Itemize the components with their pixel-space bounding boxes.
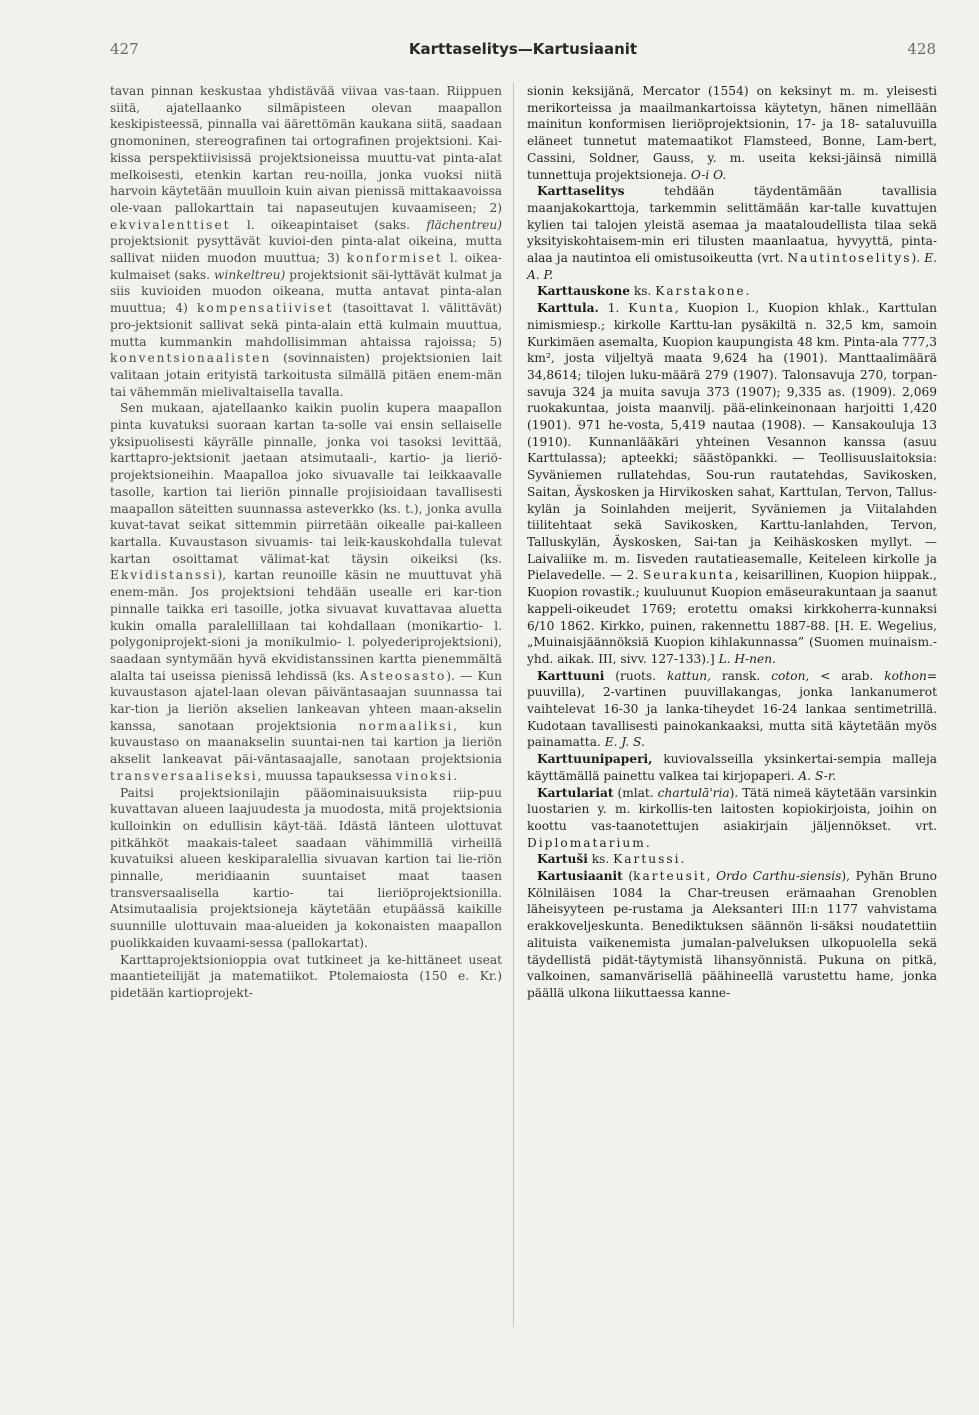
text-segment: < arab. — [820, 668, 874, 683]
text-segment: (ruots. — [615, 668, 657, 683]
spaced-term: karteusit — [633, 869, 707, 884]
spaced-term: Nautintoselitys — [787, 251, 912, 266]
paragraph-projection-history: Karttaprojektsionioppia ovat tutkineet ja ke-hittäneet useat maantieteilijät ja matematiikot. Ptolemaiosta (150 e. Kr.) pidetään kartioprojekt- — [110, 952, 502, 1000]
entry-headword: Kartuši — [537, 852, 588, 867]
text-segment: ks. — [633, 284, 652, 299]
entry-headword: Karttaselitys — [537, 184, 625, 199]
text-segment: projektsionit säi-lyttävät kulmat ja siis kuvioiden muodon oikeana, mutta antavat pinta-alan muuttua; 4) — [110, 267, 503, 316]
author-signature: E. A. P. — [527, 251, 938, 282]
italic-term: winkeltreu) — [214, 267, 286, 282]
spaced-term: Kartussi — [613, 852, 681, 867]
entry-karttuuni — [527, 668, 937, 752]
spaced-term: normaaliksi — [358, 718, 454, 733]
spaced-term: Ekvidistanssi — [110, 568, 218, 583]
spaced-term: konventsionaalisten — [110, 351, 272, 366]
italic-term: kattun, — [666, 668, 711, 683]
header-title: Karttaselitys—Kartusiaanit — [408, 40, 638, 58]
text-segment: 1. — [607, 301, 620, 316]
entry-headword: Kartulariat — [537, 785, 614, 800]
spaced-term: Karstakone — [655, 284, 746, 299]
text-segment: , Kuopion l., Kuopion khlak., Karttulan nimismiesp.; kirkolle Karttu-lan pysäkiltä n. 32,5 km, samoin Kurkimäen asemalta, Kuopion kaupungista 48 km. Pinta-ala 777,3 km², josta viljeltyä maata 9,624 ha (1901). Manttaalimäärä 34,8614; tilojen luku-määrä 279 (1907). Talonsavuja 270, torpan-savuja 324 ja muita savuja 373 (1907); 9,335 as. (1909). 2,069 ruokakuntaa, joista maanvilj. pää-elinkeinonaan harjoitti 1,420 (1901). 971 he-vosta, 5,419 nautaa (1908). — Kansakouluja 13 (1910). Kunnanlääkäri yhteinen Vesannon kanssa (asuu Karttulassa); apteekki; säästöpankki. — Teollisuuslaitoksia: Syväniemen rullatehdas, Sou-run rautatehdas, Savikosken, Saitan, Äyskosken ja Hirvikosken sahat, Karttulan, Tervon, Tallus-kylän ja Soinlahden meijerit, Syväniemen ja Viitalahden tiilitehtaat sekä Savikosken, Karttu-lanlahden, Tervon, Talluskylän, Äyskosken, Sai-tan ja Keihäskosken myllyt. — Laivaliike m. m. Iisveden rautatieasemalle, Keiteleen kirkolle ja Pielavedelle. — 2. — [527, 301, 937, 583]
page-number-right: 428 — [907, 40, 936, 58]
text-segment: , — [706, 869, 711, 884]
text-segment: kuviovalsseilla yksinkertai-sempia malleja käyttämällä painettu valkea tai kirjopaperi. — [527, 752, 938, 783]
text-segment: ). — [911, 251, 921, 266]
left-column — [110, 83, 502, 1002]
author-signature: L. H-nen. — [718, 651, 776, 666]
right-column — [527, 83, 937, 1002]
text-segment: = puuvilla), 2-vartinen puuvillakangas, jonka lankanumerot vaihtelevat 16-30 ja lanka-tiheydet 16-24 lankaa sentimetrillä. Kudotaan tavallisesti painokankaaksi, mutta sitä käytetään myös painamatta. — [527, 668, 938, 750]
spaced-term: kompensatiiviset — [197, 301, 334, 316]
entry-headword: Karttula. — [537, 301, 599, 316]
author-signature: A. S-r. — [798, 768, 837, 783]
spaced-term: Diplomatarium — [527, 835, 646, 850]
entry-karttaselitys — [527, 183, 937, 283]
italic-term: coton, — [771, 668, 810, 683]
running-header — [110, 40, 936, 70]
entry-headword: Karttauskone — [537, 284, 630, 299]
entry-kartulariat — [527, 785, 937, 852]
text-segment: . — [453, 768, 458, 783]
italic-term: kothon — [884, 668, 927, 683]
text-segment: tavan pinnan keskustaa yhdistävää viivaa vas-taan. Riippuen siitä, ajatellaanko silmäpisteen olevan maapallon keskipisteessä, pinnalla vai äärettömän kaukana siitä, saadaan gnomoninen, stereografinen tai ortografinen projektsioni. Kai-kissa perspektiivisissä projektsioneissa muuttu-vat pinta-alat melkoisesti, etenkin kartan reu-noilla, jonka vuoksi niitä harvoin käytetään muulloin kuin aivan pienissä mittakaavoissa ole-vaan pallokarttain tai napaseutujen kuvaamiseen; 2) — [110, 84, 502, 215]
text-segment: l. oikea-kulmaiset (saks. — [110, 251, 503, 282]
text-segment: , muussa tapauksessa — [257, 768, 392, 783]
entry-karttula — [527, 300, 937, 667]
spaced-term: Asteosasto — [359, 668, 447, 683]
entry-karttauskone — [527, 283, 937, 300]
author-signature: E. J. S. — [604, 735, 645, 750]
text-segment: ). — Kun kuvaustason ajatel-laan olevan päiväntasaajan suunnassa tai kar-tion ja lieriön akselien lankeavan yhteen maan-akselin kanssa, sanotaan projektsionia — [110, 668, 502, 733]
entry-karttuunipaperi — [527, 751, 937, 784]
text-segment: . — [680, 852, 685, 867]
entry-kartusiaanit — [527, 868, 937, 1002]
paragraph-projection-types — [110, 83, 502, 400]
text-segment: ), kartan reunoille käsin ne muuttuvat yhä enem-män. Jos projektsioni tehdään usealle eri kar-tion pinnalle taikka eri tasoille, jotka sivuavat kuvattavaa aluetta kukin omalla paralellillaan tai kohdallaan (monikartio- l. polygoniprojekt-sioni ja monikulmio- l. polyederiprojektsioni), saadaan syntymään hyvä ekvidistanssinen kartta pienemmältä alalta tai useissa pienissä lehdissä (ks. — [110, 568, 502, 683]
text-segment: Sen mukaan, ajatellaanko kaikin puolin kupera maapallon pinta kuvatuksi suoraan kartan ta-solle vai ensin sellaiselle yksipuolisesti käyrälle pinnalle, jonka voi tasoksi levittää, karttapro-jektsionit jaetaan atsimutaali-, kartio- ja lieriö-projektsioneihin. Maapalloa joko sivuavalle tai leikkaavalle tasolle, kartion tai lieriön pinnalle projisioidaan tavallisesti maapallon säteitten suunnassa asteverkko (ks. t.), jonka avulla kuvat-tavat seikat sittemmin piirretään oikealle pai-kalleen kartalla. Kuvaustason sivuamis- tai leik-kauskohdalla tulevat kartan osoittamat välimat-kat täysin oikeiksi (ks. — [110, 401, 502, 566]
text-segment: l. oikeapintaiset (saks. — [246, 217, 411, 232]
text-segment: ransk. — [721, 668, 761, 683]
spaced-term: ekvivalenttiset — [110, 217, 231, 232]
spaced-term: Kunta — [628, 301, 675, 316]
text-segment: . — [745, 284, 750, 299]
paragraph-projection-choice: Paitsi projektsionilajin pääominaisuuksista riip-puu kuvattavan alueen laajuudesta ja muodosta, mitä projektsionia kulloinkin on edullisin käyt-tää. Idästä länteen ulottuvat pitkähköt maakais-taleet saadaan vähimmillä virheillä kuvatuiksi alueen keskiparalellia sivuavan kartion tai lie-riön pinnalle, meridiaanin suuntaiset maat taasen transversaalisella kartio- tai lieriöprojektsionilla. Atsimutaalisia projektsioneja käytetään etupäässä kaikille suunnille ulottuvain maa-alueiden ja kokonaisten maapallon puolikkaiden kuvaami-sessa (pallokartat). — [110, 785, 502, 950]
text-segment: . — [645, 835, 650, 850]
paragraph-projection-surfaces — [110, 400, 502, 784]
text-segment: (tasoittavat l. välittävät) pro-jektsionit sallivat sekä pinta-alain että kulmain muuttua, mutta kummankin mahdollisimman ahtaissa rajoissa; 5) — [110, 301, 503, 349]
paragraph-projection-history-cont — [527, 83, 937, 183]
spaced-term: konformiset — [346, 251, 443, 266]
entry-kartusi — [527, 851, 937, 868]
text-segment: , keisarillinen, Kuopion hiippak., Kuopion rovastik.; kuuluunut Kuopion emäseurakuntaan ja saanut kappeli-oikeudet 1769; erotettu omaksi kirkkoherra-kunnaksi 6/10 1862. Kirkko, puinen, rakennettu 1887-88. [H. E. Wegelius, „Muinaisjäännöksiä Kuopion kihlakunnassa” (Suomen muinaism.-yhd. aikak. III, sivv. 127-133).] — [527, 568, 937, 666]
text-segment: sionin keksijänä, Mercator (1554) on keksinyt m. m. yleisesti merikorteissa ja maailmankartoissa käytetyn, hänen nimellään mainitun konformisen lieriöprojektsionin, 17- ja 18- sataluvuilla eläneet tunnetut matemaatikot Flamsteed, Bonne, Lam-bert, Cassini, Soldner, Gauss, y. m. useita keksi-jäinsä nimillä tunnettuja projektsioneja. — [527, 84, 937, 182]
entry-headword: Karttuuni — [537, 668, 605, 683]
spaced-term: transversaaliseksi — [110, 768, 258, 783]
spaced-term: vinoksi — [395, 768, 454, 783]
text-segment: tehdään täydentämään tavallisia maanjakokarttoja, tarkemmin selittämään kar-talle kuvattujen kylien tai talojen yleistä asemaa ja maataloudellista tilaa sekä yksityiskohtaisem-min eri tilusten maanlaatua, hyvyyttä, pinta-alaa ja nautintoa eli omistusoikeutta (vrt. — [527, 184, 937, 266]
column-divider — [513, 82, 514, 1327]
text-segment: ), Pyhän Bruno Kölniläisen 1084 la Char-treusen erämaahan Grenoblen läheisyyteen pe-rustama ja Aleksanteri III:n 1177 vahvistama erakkoveljeskunta. Benediktuksen säännön li-säksi noudatettiin alituista vaikenemista jumalan-palveluksen ulkopuolella sekä täydellistä pidät-täytymistä lihansyönnistä. Pukuna on pitkä, valkoinen, samanvärisellä päähineellä varustettu hame, jonka päällä ulkona liikuttaessa kanne- — [527, 869, 938, 1000]
text-segment: (sovinnaisten) projektsionien lait valitaan jotain erityistä tarkoitusta silmällä pitäen enem-män tai vähemmän mielivaltaisella tavalla. — [110, 351, 502, 399]
author-signature: O-i O. — [690, 167, 727, 182]
italic-term: flächentreu) — [426, 217, 503, 232]
entry-headword: Karttuunipaperi, — [537, 752, 653, 767]
page-number-left: 427 — [110, 40, 139, 58]
text-segment: ks. — [591, 852, 610, 867]
text-segment: (mlat. — [617, 785, 654, 800]
spaced-term: Seurakunta — [642, 568, 735, 583]
entry-headword: Kartusiaanit — [537, 869, 623, 884]
text-segment: ). Tätä nimeä käytetään varsinkin luostarien y. m. kirkollis-ten laitosten kopiokirjoista, joihin on koottu vas-taanotettujen asiakirjain jäljennökset. vrt. — [527, 785, 938, 833]
text-segment: projektsionit pysyttävät kuvioi-den pinta-alat oikeina, mutta sallivat niiden muodon muuttua; 3) — [110, 234, 502, 266]
text-segment: ( — [628, 869, 634, 884]
italic-term: Ordo Carthu-siensis — [716, 869, 842, 884]
italic-term: chartulā'ria — [657, 785, 730, 800]
text-segment: , kun kuvaustaso on maanakselin suuntai-nen tai kartion ja lieriön akselit lankeavat päi-väntasaajalle, sanotaan projektsionia — [110, 718, 502, 767]
